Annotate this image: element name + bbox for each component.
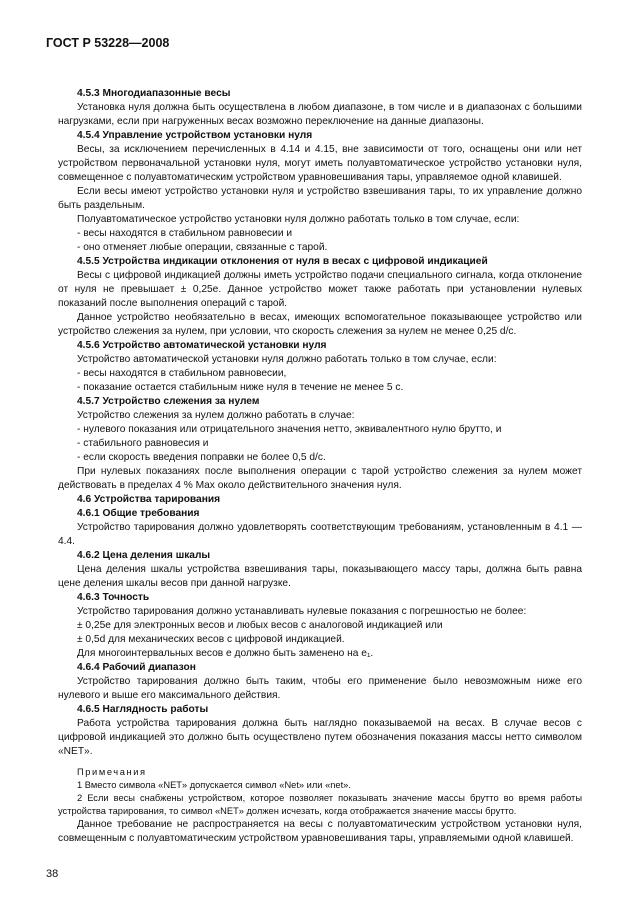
section-heading-4-5-7: 4.5.7 Устройство слежения за нулем — [77, 396, 260, 407]
paragraph: Устройство слежения за нулем должно работать в случае: — [77, 410, 355, 421]
paragraph: Если весы имеют устройство установки нуля и устройство взвешивания тары, то их управление должно быть раздельным. — [58, 186, 582, 211]
note-item: 1 Вместо символа «NET» допускается символ «Net» или «net». — [77, 780, 351, 790]
section-heading-4-6-4: 4.6.4 Рабочий диапазон — [77, 662, 196, 673]
paragraph: Данное требование не распространяется на весы с полуавтоматическим устройством установки нуля, совмещенным с полуавтоматическим устройством уравновешивания тары, управляемыми одной клавишей. — [58, 819, 582, 844]
paragraph: Работа устройства тарирования должна быть наглядно показываемой на весах. В случае весов с цифровой индикацией это должно быть осуществлено путем обозначения показания массы нетто символом «NET». — [58, 718, 582, 757]
paragraph: Весы, за исключением перечисленных в 4.14 и 4.15, вне зависимости от того, оснащены они или нет устройством первоначальной установки нуля, могут иметь полуавтоматическое устройство установки нуля, совмещенное с полуавтоматическим устройством уравновешивания тары, управляемое одной клавишей. — [58, 144, 582, 183]
list-item: - оно отменяет любые операции, связанные с тарой. — [77, 242, 328, 253]
list-item: ± 0,5d для механических весов с цифровой индикацией. — [77, 634, 345, 645]
paragraph: Весы с цифровой индикацией должны иметь устройство подачи специального сигнала, когда отклонение от нуля не превышает ± 0,25e. Данное устройство может также работать при установлении нулевых показаний после выполнения операций с тарой. — [58, 270, 582, 309]
paragraph: Данное устройство необязательно в весах, имеющих вспомогательное показывающее устройство или устройство слежения за нулем, при условии, что скорость слежения за нулем не менее 0,25 d/c. — [58, 312, 582, 337]
paragraph: Полуавтоматическое устройство установки нуля должно работать только в том случае, если: — [77, 214, 520, 225]
paragraph: Устройство тарирования должно устанавливать нулевые показания с погрешностью не более: — [77, 606, 527, 617]
section-heading-4-5-5: 4.5.5 Устройства индикации отклонения от нуля в весах с цифровой индикацией — [77, 256, 488, 267]
list-item: - стабильного равновесия и — [77, 438, 209, 449]
document-body — [58, 87, 582, 846]
section-heading-4-6-1: 4.6.1 Общие требования — [77, 508, 200, 519]
paragraph: Устройство автоматической установки нуля должно работать только в том случае, если: — [77, 354, 497, 365]
list-item: - показание остается стабильным ниже нуля в течение не менее 5 с. — [77, 382, 404, 393]
list-item: - если скорость введения поправки не более 0,5 d/c. — [77, 452, 326, 463]
paragraph: Устройство тарирования должно быть таким, чтобы его применение было невозможным ниже его нулевого и выше его максимального действия. — [58, 676, 582, 701]
paragraph: Установка нуля должна быть осуществлена в любом диапазоне, в том числе и в диапазонах с большими нагрузками, если при нагруженных весах возможно переключение на данные диапазоны. — [58, 102, 582, 127]
paragraph: При нулевых показаниях после выполнения операции с тарой устройство слежения за нулем может действовать в пределах 4 % Max около действительного значения нуля. — [58, 466, 582, 491]
notes-block — [58, 766, 582, 818]
list-item: - весы находятся в стабильном равновесии и — [77, 228, 293, 239]
list-item: ± 0,25e для электронных весов и любых весов с аналоговой индикацией или — [77, 620, 443, 631]
section-heading-4-6-5: 4.6.5 Наглядность работы — [77, 704, 209, 715]
paragraph: Устройство тарирования должно удовлетворять соответствующим требованиям, установленным в 4.1 — 4.4. — [58, 522, 582, 547]
list-item: - нулевого показания или отрицательного значения нетто, эквивалентного нулю брутто, и — [77, 424, 502, 435]
page-header: ГОСТ Р 53228—2008 — [46, 36, 170, 50]
section-heading-4-5-3: 4.5.3 Многодиапазонные весы — [77, 88, 231, 99]
paragraph: Цена деления шкалы устройства взвешивания тары, показывающего массу тары, должна быть равна цене деления шкалы весов при данной нагрузке. — [58, 564, 582, 589]
list-item: - весы находятся в стабильном равновесии, — [77, 368, 287, 379]
note-item: 2 Если весы снабжены устройством, которое позволяет показывать значение массы брутто во время работы устройства тарирования, то символ «NET» должен исчезать, когда отображается значение массы брутто. — [58, 793, 582, 816]
notes-title: Примечания — [77, 767, 147, 777]
section-heading-4-6: 4.6 Устройства тарирования — [77, 494, 221, 505]
paragraph: Для многоинтервальных весов e должно быть заменено на e₁. — [77, 648, 374, 659]
section-heading-4-5-4: 4.5.4 Управление устройством установки нуля — [77, 130, 313, 141]
section-heading-4-6-3: 4.6.3 Точность — [77, 592, 150, 603]
section-heading-4-6-2: 4.6.2 Цена деления шкалы — [77, 550, 211, 561]
page-number: 38 — [46, 868, 59, 880]
section-heading-4-5-6: 4.5.6 Устройство автоматической установки нуля — [77, 340, 327, 351]
